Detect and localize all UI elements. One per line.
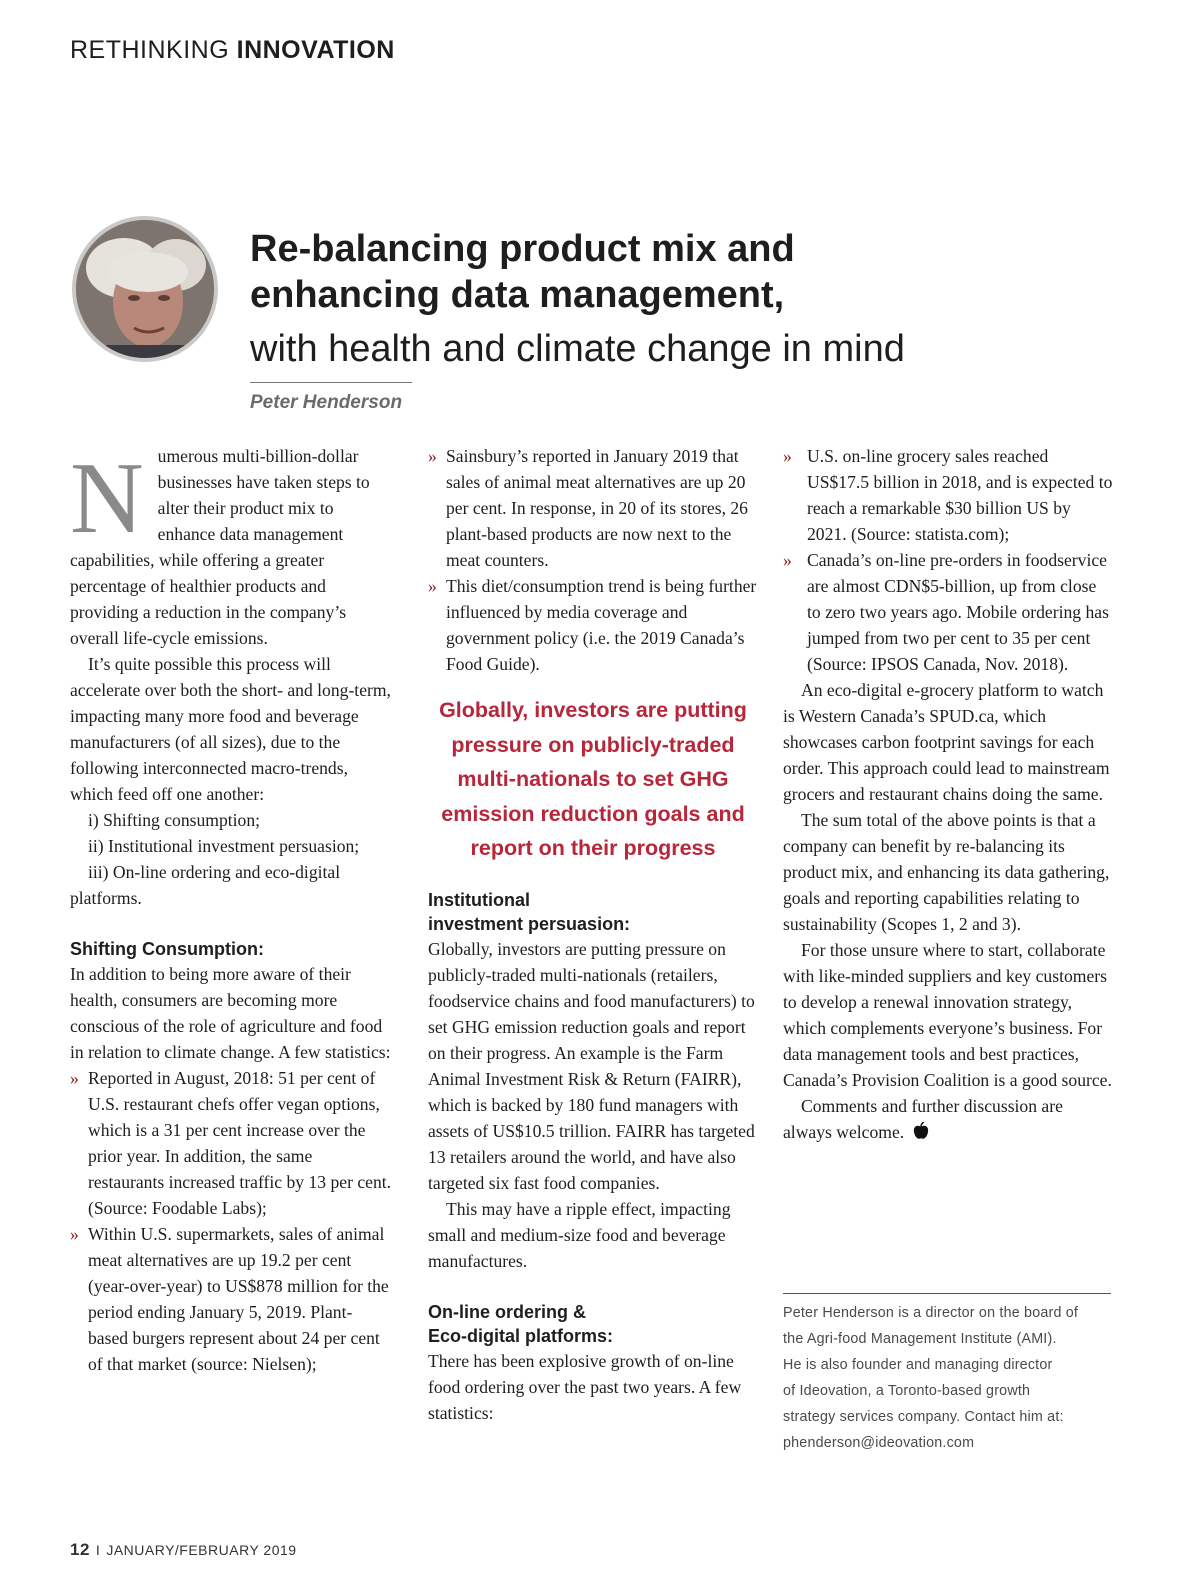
bio-line: Peter Henderson is a director on the board of bbox=[783, 1305, 1079, 1321]
bullet-item: » Reported in August, 2018: 51 per cent of U.S. restaurant chefs offer vegan options, which is a 31 per cent increase over the prior year. In addition, the same restaurants increased traffic by 13 per cent. (Source: Foodable Labs); bbox=[70, 1065, 392, 1221]
column-2 bbox=[428, 443, 758, 1426]
title-line: enhancing data management, bbox=[250, 274, 785, 316]
bullet-item: » Canada’s on-line pre-orders in foodservice are almost CDN$5-billion, up from close to zero two years ago. Mobile ordering has jumped from two per cent to 35 per cent (Source: IPSOS Canada, Nov. 2018). bbox=[783, 547, 1113, 677]
section-heading bbox=[428, 1300, 758, 1348]
author-byline: Peter Henderson bbox=[250, 392, 403, 413]
bullet-item: » This diet/consumption trend is being further influenced by media coverage and government policy (i.e. the 2019 Canada’s Food Guide). bbox=[428, 573, 758, 677]
section-label-bold: INNOVATION bbox=[236, 36, 395, 64]
heading-line: Institutional bbox=[428, 889, 530, 910]
paragraph: It’s quite possible this process will accelerate over both the short- and long-term, impacting many more food and beverage manufacturers (of all sizes), due to the following interconnected macro-trends, which feed off one another: bbox=[70, 654, 391, 804]
bio-line: of Ideovation, a Toronto-based growth bbox=[783, 1383, 1031, 1399]
intro-text: umerous multi-billion-dollar businesses have taken steps to alter their product mix to enhance data management capabilities, while offering a greater percentage of healthier products and providing a reduction in the company’s overall life-cycle emissions. bbox=[70, 446, 370, 648]
page-number: 12 bbox=[70, 1540, 90, 1559]
author-bio bbox=[783, 1300, 1113, 1456]
article-title bbox=[250, 226, 1150, 318]
article-subtitle: with health and climate change in mind bbox=[250, 328, 905, 370]
intro-paragraph bbox=[70, 443, 392, 651]
closing-text: Comments and further discussion are always welcome. bbox=[783, 1096, 1063, 1142]
section-heading bbox=[428, 888, 758, 936]
section-heading: Shifting Consumption: bbox=[70, 939, 264, 959]
bio-rule bbox=[783, 1293, 1111, 1294]
apple-end-mark-icon bbox=[913, 1122, 929, 1140]
paragraph: This may have a ripple effect, impacting small and medium-size food and beverage manufactures. bbox=[428, 1198, 731, 1271]
heading-line: Eco-digital platforms: bbox=[428, 1325, 614, 1346]
pull-quote: Globally, investors are putting pressure on publicly-traded multi-nationals to set GHG emission reduction goals and report on their progress bbox=[439, 698, 747, 860]
byline-rule bbox=[250, 382, 412, 383]
column-3 bbox=[783, 443, 1113, 1145]
heading-line: investment persuasion: bbox=[428, 913, 631, 934]
bullet-item: » Within U.S. supermarkets, sales of animal meat alternatives are up 19.2 per cent (year-over-year) to US$878 million for the period ending January 5, 2019. Plant-based burgers represent about 24 per cent of that market (source: Nielsen); bbox=[70, 1221, 392, 1377]
section-header bbox=[70, 36, 395, 65]
bio-line: strategy services company. Contact him at: bbox=[783, 1409, 1064, 1425]
heading-line: On-line ordering & bbox=[428, 1301, 587, 1322]
paragraph: In addition to being more aware of their health, consumers are becoming more conscious of the role of agriculture and food in relation to climate change. A few statistics: bbox=[70, 964, 391, 1062]
portrait-image bbox=[76, 220, 214, 358]
list-item: ii) Institutional investment persuasion; bbox=[88, 836, 360, 856]
closing-paragraph bbox=[783, 1093, 1113, 1145]
paragraph: For those unsure where to start, collaborate with like-minded suppliers and key customers to develop a renewal innovation strategy, which complements everyone’s business. For data management tools and best practices, Canada’s Provision Coalition is a good source. bbox=[783, 940, 1112, 1090]
paragraph: The sum total of the above points is that a company can benefit by re-balancing its product mix, and enhancing its data gathering, goals and reporting capabilities relating to sustainability (Scopes 1, 2 and 3). bbox=[783, 810, 1110, 934]
page-footer bbox=[70, 1540, 297, 1560]
list-item: iii) On-line ordering and eco-digital platforms. bbox=[70, 862, 341, 908]
bio-line: He is also founder and managing director bbox=[783, 1357, 1053, 1373]
footer-separator: I bbox=[95, 1542, 101, 1558]
bullet-item: » Sainsbury’s reported in January 2019 that sales of animal meat alternatives are up 20 per cent. In response, in 20 of its stores, 26 plant-based products are now next to the meat counters. bbox=[428, 443, 758, 573]
bio-line: the Agri-food Management Institute (AMI). bbox=[783, 1331, 1057, 1347]
paragraph: There has been explosive growth of on-line food ordering over the past two years. A few statistics: bbox=[428, 1350, 742, 1423]
author-portrait bbox=[72, 216, 218, 362]
paragraph: Globally, investors are putting pressure on publicly-traded multi-nationals (retailers, foodservice chains and food manufacturers) to set GHG emission reduction goals and report on their progress. An example is the Farm Animal Investment Risk & Return (FAIRR), which is backed by 180 fund managers with assets of US$10.5 trillion. FAIRR has targeted 13 retailers around the world, and have also targeted six fast food companies. bbox=[428, 938, 755, 1193]
bullet-item: » U.S. on-line grocery sales reached US$17.5 billion in 2018, and is expected to reach a remarkable $30 billion US by 2021. (Source: statista.com); bbox=[783, 443, 1113, 547]
drop-cap: N bbox=[70, 442, 144, 555]
paragraph: An eco-digital e-grocery platform to watch is Western Canada’s SPUD.ca, which showcases carbon footprint savings for each order. This approach could lead to mainstream grocers and restaurant chains doing the same. bbox=[783, 680, 1110, 804]
column-1 bbox=[70, 443, 392, 1377]
author-email: phenderson@ideovation.com bbox=[783, 1435, 975, 1451]
list-item: i) Shifting consumption; bbox=[88, 810, 261, 830]
issue-date: JANUARY/FEBRUARY 2019 bbox=[106, 1542, 297, 1558]
section-label: RETHINKING bbox=[70, 36, 237, 64]
title-line: Re-balancing product mix and bbox=[250, 228, 795, 270]
